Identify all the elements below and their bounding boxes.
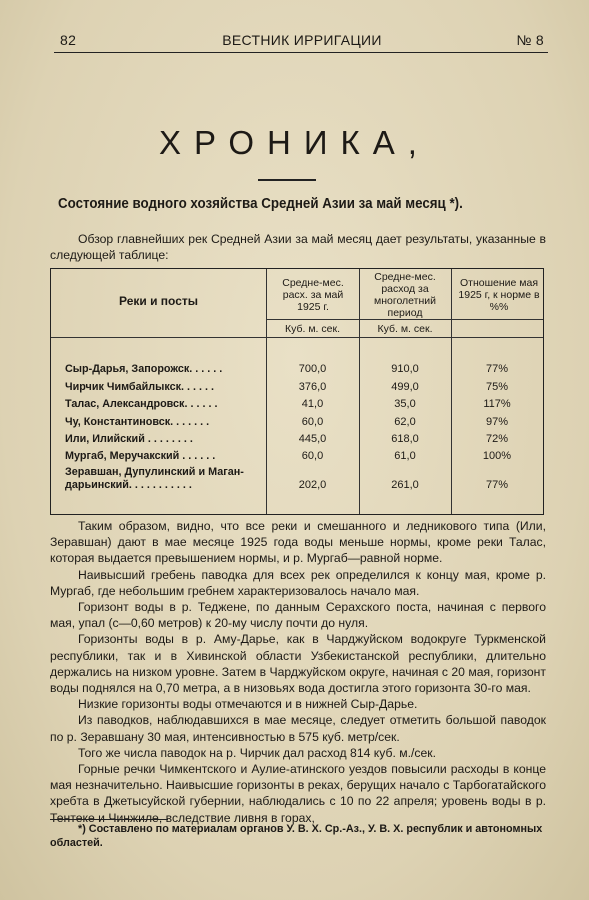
row-name: Талас, Александровск. . . . . . bbox=[65, 398, 218, 410]
row-avg: 618,0 bbox=[391, 433, 419, 445]
row-name: Или, Илийский . . . . . . . . bbox=[65, 433, 193, 445]
row-may: 60,0 bbox=[301, 450, 324, 462]
body-paragraph: Низкие горизонты воды отмечаются и в нижней Сыр-Дарье. bbox=[78, 697, 418, 712]
col-header-avg: Средне-мес. расход за многолетний период bbox=[373, 271, 437, 319]
col-header-may: Средне-мес. расх. за май 1925 г. bbox=[282, 277, 344, 313]
unit-avg: Куб. м. сек. bbox=[377, 323, 433, 335]
row-may: 700,0 bbox=[298, 363, 327, 375]
row-name-line2: дарьинский. . . . . . . . . . . bbox=[65, 479, 192, 491]
row-avg: 910,0 bbox=[391, 363, 419, 375]
col-header-rivers: Реки и посты bbox=[118, 294, 199, 308]
row-name: Чирчик Чимбайлыкск. . . . . . bbox=[65, 381, 214, 393]
row-name: Мургаб, Меручакский . . . . . . bbox=[65, 450, 216, 462]
row-name-line1: Зеравшан, Дупулинский и Маган- bbox=[65, 466, 244, 478]
row-ratio: 97% bbox=[485, 416, 509, 428]
footnote-rule bbox=[50, 819, 168, 820]
row-ratio: 77% bbox=[485, 363, 509, 375]
row-may: 376,0 bbox=[298, 381, 327, 393]
row-may: 41,0 bbox=[301, 398, 324, 410]
row-avg: 62,0 bbox=[394, 416, 416, 428]
row-ratio: 117% bbox=[483, 398, 511, 410]
footnote-text: *) Составлено по материалам органов У. В. Х. Ср.-Аз., У. В. Х. республик и автономных областей. bbox=[50, 823, 543, 849]
row-avg: 35,0 bbox=[394, 398, 416, 410]
intro-text: Обзор главнейших рек Средней Азии за май месяц дает результаты, указанные в следующей таблице: bbox=[50, 232, 546, 263]
table-hline bbox=[51, 337, 543, 338]
body-paragraph: Горные речки Чимкентского и Аулие-атинского уездов повысили расходы в конце мая незначительно. Наивысшие горизонты в реках, берущих начало с Тарбогатайского хребта в Джетысуйской губернии, наблюдались с 10 по 22 апреля; уровень воды в р. Тентеке и Чинжиле, вследствие ливня в горах, bbox=[50, 762, 546, 825]
row-may: 202,0 bbox=[298, 479, 327, 491]
row-avg: 261,0 bbox=[391, 479, 419, 491]
row-ratio: 72% bbox=[485, 433, 509, 445]
unit-may: Куб. м. сек. bbox=[285, 323, 340, 335]
body-paragraph: Из паводков, наблюдавшихся в мае месяце, следует отметить большой паводок по р. Зеравшану 30 мая, интенсивностью в 575 куб. метр/сек. bbox=[50, 713, 546, 744]
issue-number: № 8 bbox=[516, 32, 544, 48]
intro-paragraph bbox=[50, 231, 546, 263]
page-header bbox=[56, 32, 548, 52]
body-paragraph: Наивысший гребень паводка для всех рек определился к концу мая, кроме р. Мургаб, где небольшим гребнем характеризовалось начало мая. bbox=[50, 567, 546, 598]
row-ratio: 75% bbox=[485, 381, 509, 393]
table-hline bbox=[266, 319, 543, 320]
journal-title: ВЕСТНИК ИРРИГАЦИИ bbox=[222, 32, 382, 48]
row-ratio: 77% bbox=[485, 479, 509, 491]
row-may: 445,0 bbox=[298, 433, 327, 445]
data-table bbox=[50, 268, 544, 515]
row-name: Сыр-Дарья, Запорожск. . . . . . bbox=[65, 363, 223, 375]
row-avg: 61,0 bbox=[394, 450, 416, 462]
row-avg: 499,0 bbox=[391, 381, 419, 393]
col-header-ratio: Отношение мая 1925 г, к норме в %% bbox=[458, 277, 540, 313]
body-paragraph: Горизонты воды в р. Аму-Дарье, как в Чарджуйском водокруге Туркменской республики, так и в Хивинской области Узбекистанской республики, длительно держались на низком уровне. Затем в Чарджуйском округе, начиная с 20 мая, горизонт воды поднялся на 0,70 метра, а в низовьях вода достигла этого горизонта 30-го мая. bbox=[50, 632, 546, 696]
row-ratio: 100% bbox=[482, 450, 512, 462]
row-may: 60,0 bbox=[301, 416, 324, 428]
body-text bbox=[50, 518, 546, 826]
page-number: 82 bbox=[60, 32, 77, 48]
footnote bbox=[50, 822, 548, 850]
body-paragraph: Таким образом, видно, что все реки и смешанного и ледникового типа (Или, Зеравшан) дают в мае месяце 1925 года воды меньше нормы, кроме реки Талас, которая выдается превышением нормы, и р. Мургаб—равной норме. bbox=[50, 519, 546, 566]
header-rule bbox=[54, 52, 548, 53]
row-name: Чу, Константиновск. . . . . . . bbox=[65, 416, 210, 428]
section-title: ХРОНИКА, bbox=[159, 124, 430, 161]
body-paragraph: Того же числа паводок на р. Чирчик дал расход 814 куб. м./сек. bbox=[78, 745, 436, 760]
article-title: Состояние водного хозяйства Средней Азии за май месяц *). bbox=[58, 196, 463, 212]
body-paragraph: Горизонт воды в р. Теджене, по данным Серахского поста, начиная с первого мая, упал (с—0,60 метров) к 20-му числу почти до нуля. bbox=[50, 600, 546, 631]
section-rule bbox=[258, 179, 316, 181]
